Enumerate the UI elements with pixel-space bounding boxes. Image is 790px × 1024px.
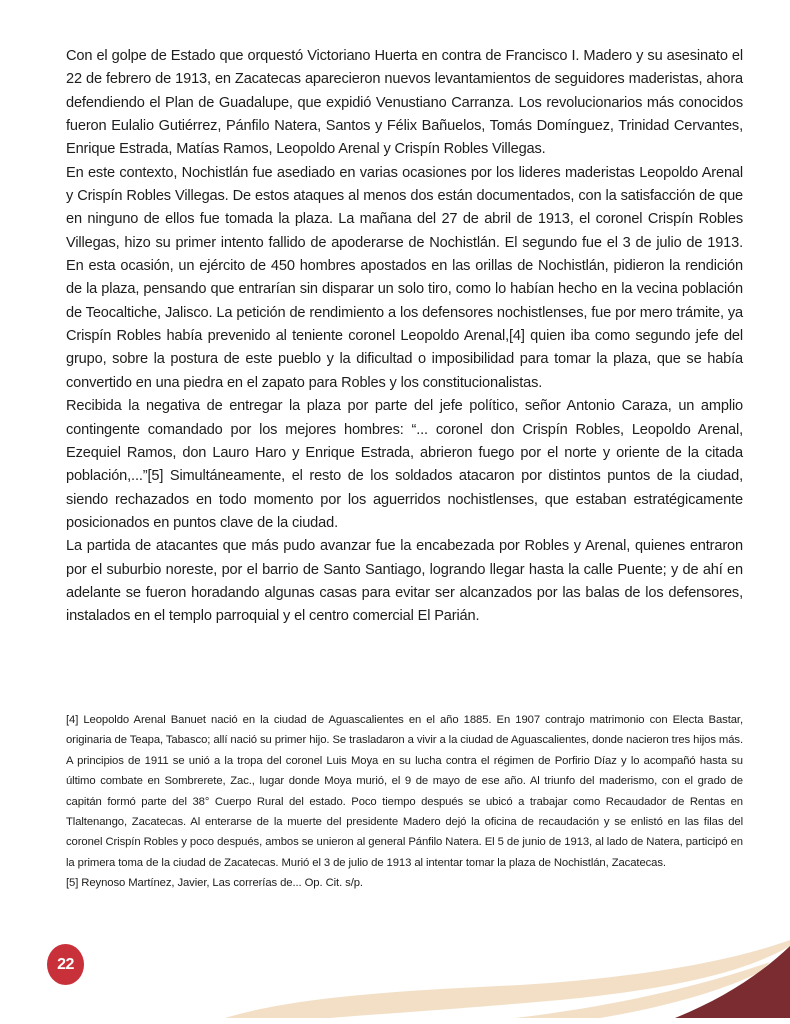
footnote-5: [5] Reynoso Martínez, Javier, Las correrías de... Op. Cit. s/p.	[66, 877, 363, 890]
body-text	[66, 45, 743, 629]
paragraph-2: En este contexto, Nochistlán fue asediado en varias ocasiones por los lideres maderistas Leopoldo Arenal y Crispín Robles Villegas. De estos ataques al menos dos están documentados, con la satisfacción de que en ninguno de ellos fue tomada la plaza. La mañana del 27 de abril de 1913, el coronel Crispín Robles Villegas, hizo su primer intento fallido de apoderarse de Nochistlán. El segundo fue el 3 de julio de 1913. En esta ocasión, un ejército de 450 hombres apostados en las orillas de Nochistlán, pidieron la rendición de la plaza, pensando que entrarían sin disparar un solo tiro, como lo habían hecho en la vecina población de Teocaltiche, Jalisco. La petición de rendimiento a los defensores nochistlenses, fue por mero trámite, ya Crispín Robles había prevenido al teniente coronel Leopoldo Arenal,[4] quien iba como segundo jefe del grupo, sobre la postura de este pueblo y la dificultad o imposibilidad para tomar la plaza, que se había convertido en una piedra en el zapato para Robles y los constitucionalistas.	[66, 164, 743, 391]
wave-dark	[675, 946, 790, 1018]
page-number-badge	[47, 944, 84, 985]
footnotes	[66, 710, 743, 894]
wave-light-upper	[225, 940, 790, 1018]
paragraph-3: Recibida la negativa de entregar la plaza por parte del jefe político, señor Antonio Caraza, un amplio contingente comandado por los mejores hombres: “... coronel don Crispín Robles, Leopoldo Arenal, Ezequiel Ramos, don Lauro Haro y Enrique Estrada, abrieron fuego por el norte y oriente de la citada población,...”[5] Simultáneamente, el resto de los soldados atacaron por distintos puntos de la ciudad, siendo rechazados en todo momento por los aguerridos nochistlenses, que estaban estratégicamente posicionados en puntos clave de la ciudad.	[66, 398, 743, 531]
paragraph-1: Con el golpe de Estado que orquestó Victoriano Huerta en contra de Francisco I. Madero y su asesinato el 22 de febrero de 1913, en Zacatecas aparecieron nuevos levantamientos de seguidores maderistas, ahora defendiendo el Plan de Guadalupe, que expidió Venustiano Carranza. Los revolucionarios más conocidos fueron Eulalio Gutiérrez, Pánfilo Natera, Santos y Félix Bañuelos, Tomás Domínguez, Trinidad Cervantes, Enrique Estrada, Matías Ramos, Leopoldo Arenal y Crispín Robles Villegas.	[66, 48, 743, 158]
footnote-4: [4] Leopoldo Arenal Banuet nació en la ciudad de Aguascalientes en el año 1885. En 1907 contrajo matrimonio con Electa Bastar, originaria de Teapa, Tabasco; allí nació su primer hijo. Se trasladaron a vivir a la ciudad de Aguascalientes, donde nacieron tres hijos más. A principios de 1911 se unió a la tropa del coronel Luis Moya en su lucha contra el régimen de Porfirio Díaz y lo acompañó hasta su último combate en Sombrerete, Zac., lugar donde Moya murió, el 9 de mayo de ese año. Al triunfo del maderismo, con el grado de capitán formó parte del 38° Cuerpo Rural del estado. Poco tiempo después se ubicó a trabajar como Recaudador de Rentas en Tlaltenango, Zacatecas. Al enterarse de la muerte del presidente Madero dejó la oficina de recaudación y se enlistó en las filas del coronel Crispín Robles y poco después, ambos se unieron al general Pánfilo Natera. El 5 de junio de 1913, al lado de Natera, participó en la primera toma de la ciudad de Zacatecas. Murió el 3 de julio de 1913 al intentar tomar la plaza de Nochistlán, Zacatecas.	[66, 714, 743, 869]
page-number: 22	[57, 955, 74, 973]
paragraph-4: La partida de atacantes que más pudo avanzar fue la encabezada por Robles y Arenal, quienes entraron por el suburbio noreste, por el barrio de Santo Santiago, logrando llegar hasta la calle Puente; y de ahí en adelante se fueron horadando algunas casas para evitar ser alcanzados por las balas de los defensores, instalados en el templo parroquial y el centro comercial El Parián.	[66, 538, 743, 625]
wave-light-lower	[515, 962, 770, 1018]
